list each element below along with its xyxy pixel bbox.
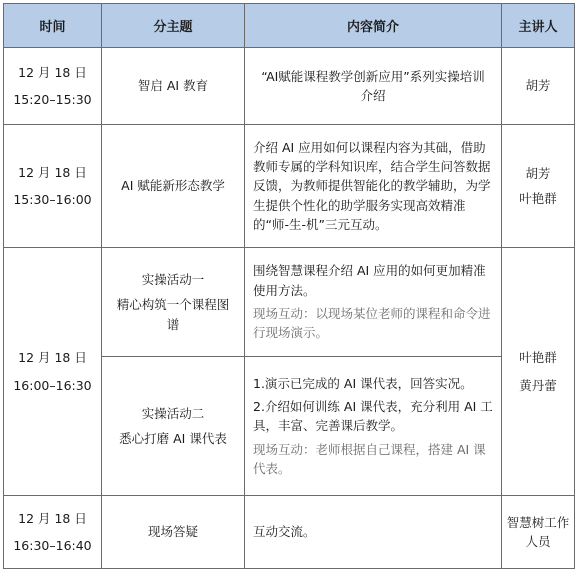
date-text: 12 月 18 日 [18,64,87,80]
topic-cell [102,357,245,496]
speaker-name: 叶艳群 [519,350,557,366]
content-cell [245,357,502,496]
content-cell: 介绍 AI 应用如何以课程内容为其础，借助教师专属的学科知识库，结合学生问答数据反馈，为教师提供智能化的教学辅助，为学生提供个性化的助学服务实现高效精准的“师-生-机”三元互动。 [245,125,502,248]
topic-cell [102,248,245,357]
table-row [4,48,575,125]
topic-cell: 现场答疑 [102,496,245,569]
header-row [4,4,575,48]
time-cell [4,125,102,248]
time-range-text: 15:20–15:30 [13,92,92,107]
table-row [4,125,575,248]
speaker-cell: 胡芳 [502,48,575,125]
time-range-text: 16:00–16:30 [13,377,92,393]
date-text: 12 月 18 日 [18,510,87,526]
date-text: 12 月 18 日 [18,350,87,365]
header-time: 时间 [4,4,102,48]
speaker-cell: 智慧树工作人员 [502,496,575,569]
table-row [4,496,575,569]
content-paragraph: 围绕智慧课程介绍 AI 应用的如何更加精准使用方法。 [253,263,486,298]
content-interaction: 现场互动：老师根据自己课程，搭建 AI 课代表。 [253,441,486,477]
time-cell [4,496,102,569]
time-cell [4,48,102,125]
time-cell [4,248,102,496]
header-topic: 分主题 [102,4,245,48]
content-interaction: 现场互动：以现场某位老师的课程和命令进行现场演示。 [253,306,491,341]
speaker-name: 胡芳 [525,165,551,181]
content-paragraph: 1.演示已完成的 AI 课代表，回答实况。 [253,375,473,391]
topic-cell: 智启 AI 教育 [102,48,245,125]
content-cell: 互动交流。 [245,496,502,569]
header-speaker: 主讲人 [502,4,575,48]
speaker-name: 黄丹蕾 [519,377,557,393]
topic-subtitle: 悉心打磨 AI 课代表 [119,431,227,446]
speaker-cell [502,248,575,496]
content-cell: “AI赋能课程教学创新应用”系列实操培训介绍 [245,48,502,125]
header-content: 内容简介 [245,4,502,48]
schedule-table [3,3,575,569]
topic-title: 实操活动二 [141,405,205,421]
speaker-cell [502,125,575,248]
speaker-name: 叶艳群 [519,191,557,206]
content-paragraph: 2.介绍如何训练 AI 课代表，充分利用 AI 工具，丰富、完善课后教学。 [253,398,493,434]
content-cell [245,248,502,357]
topic-subtitle: 精心构筑一个课程图谱 [116,297,230,332]
time-range-text: 15:30–16:00 [13,192,92,207]
topic-title: 实操活动一 [141,271,205,287]
time-range-text: 16:30–16:40 [13,538,92,553]
topic-cell: AI 赋能新形态教学 [102,125,245,248]
table-row [4,248,575,357]
date-text: 12 月 18 日 [18,164,87,180]
